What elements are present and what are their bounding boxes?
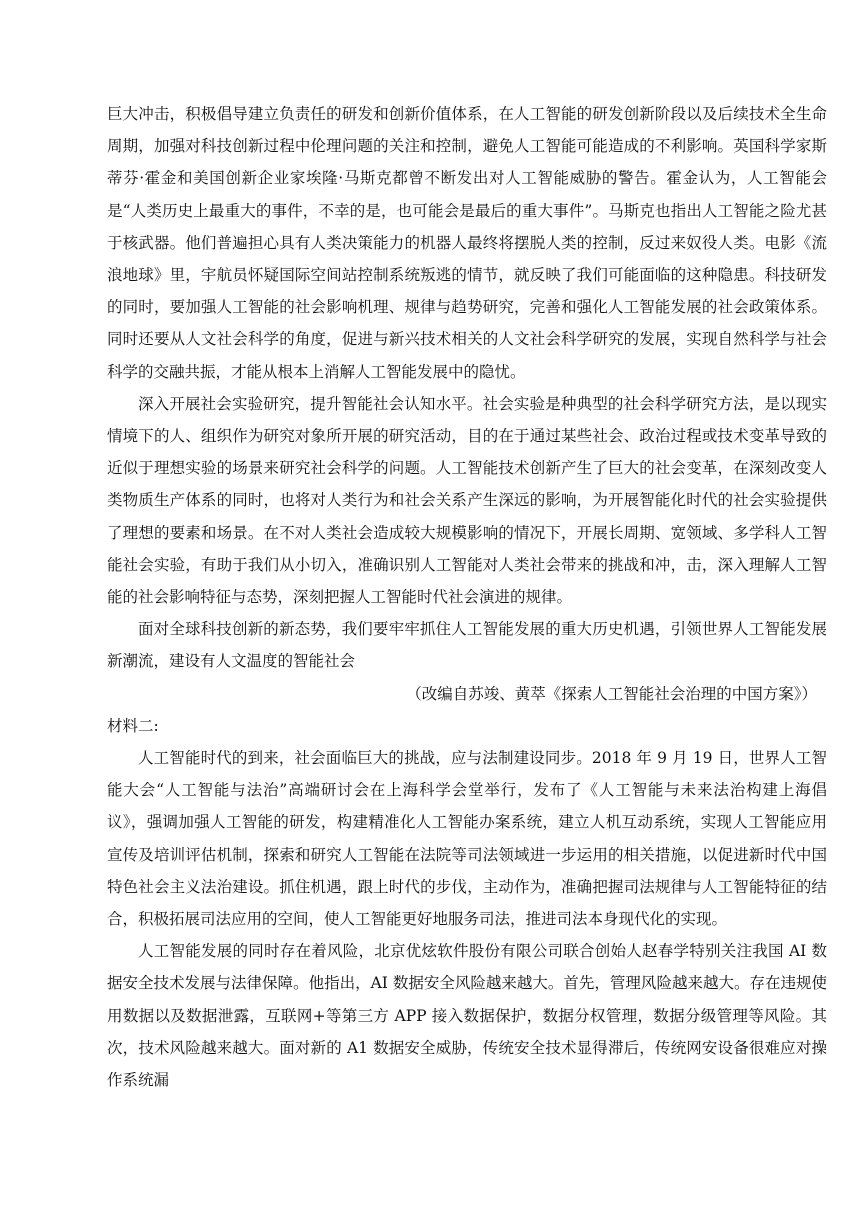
material-two-heading: 材料二: (107, 716, 159, 735)
source-citation: （改编自苏竣、黄萃《探索人工智能社会治理的中国方案》） (406, 684, 817, 703)
article-body (107, 98, 827, 1096)
paragraph-data-security: 人工智能发展的同时存在着风险，北京优炫软件股份有限公司联合创始人赵春学特别关注我国 AI 数据安全技术发展与法律保障。他指出，AI 数据安全风险越来越大。首先，管理风险越来越大。存在违规使用数据以及数据泄露，互联网+等第三方 APP 接入数据保护，数据分权管理，数据分级管理等风险。其次，技术风险越来越大。面对新的 A1 数据安全威胁，传统安全技术显得滞后，传统网安设备很难应对操作系统漏 (107, 942, 827, 1090)
paragraph-continued: 巨大冲击，积极倡导建立负责任的研发和创新价值体系，在人工智能的研发创新阶段以及后续技术全生命周期，加强对科技创新过程中伦理问题的关注和控制，避免人工智能可能造成的不利影响。英国科学家斯蒂芬·霍金和美国创新企业家埃隆·马斯克都曾不断发出对人工智能威胁的警告。霍金认为，人工智能会是“人类历史上最重大的事件，不幸的是，也可能会是最后的重大事件”。马斯克也指出人工智能之险尤甚于核武器。他们普遍担心具有人类决策能力的机器人最终将摆脱人类的控制，反过来奴役人类。电影《流浪地球》里，宇航员怀疑国际空间站控制系统叛逃的情节，就反映了我们可能面临的这种隐患。科技研发的同时，要加强人工智能的社会影响机理、规律与趋势研究，完善和强化人工智能发展的社会政策体系。同时还要从人文社会科学的角度，促进与新兴技术相关的人文社会科学研究的发展，实现自然科学与社会科学的交融共振，才能从根本上消解人工智能发展中的隐忧。 (107, 105, 827, 381)
paragraph-social-experiment: 深入开展社会实验研究，提升智能社会认知水平。社会实验是种典型的社会科学研究方法，是以现实情境下的人、组织作为研究对象所开展的研究活动，目的在于通过某些社会、政治过程或技术变革导致的近似于理想实验的场景来研究社会科学的问题。人工智能技术创新产生了巨大的社会变革，在深刻改变人类物质生产体系的同时，也将对人类行为和社会关系产生深远的影响，为开展智能化时代的社会实验提供了理想的要素和场景。在不对人类社会造成较大规模影响的情况下，开展长周期、宽领域、多学科人工智能社会实验，有助于我们从小切入，准确识别人工智能对人类社会带来的挑战和冲，击，深入理解人工智能的社会影响特征与态势，深刻把握人工智能时代社会演进的规律。 (107, 394, 827, 607)
paragraph-law: 人工智能时代的到来，社会面临巨大的挑战，应与法制建设同步。2018 年 9 月 19 日，世界人工智能大会“人工智能与法治”高端研讨会在上海科学会堂举行，发布了《人工智能与未来法治构建上海倡议》，强调加强人工智能的研发，构建精准化人工智能办案系统，建立人机互动系统，实现人工智能应用宣传及培训评估机制，探索和研究人工智能在法院等司法领域进一步运用的相关措施，以促进新时代中国特色社会主义法治建设。抓住机遇，跟上时代的步伐，主动作为，准确把握司法规律与人工智能特征的结合，积极拓展司法应用的空间，使人工智能更好地服务司法，推进司法本身现代化的实现。 (107, 749, 827, 929)
paragraph-conclusion: 面对全球科技创新的新态势，我们要牢牢抓住人工智能发展的重大历史机遇，引领世界人工智能发展新潮流，建设有人文温度的智能社会 (107, 620, 827, 671)
